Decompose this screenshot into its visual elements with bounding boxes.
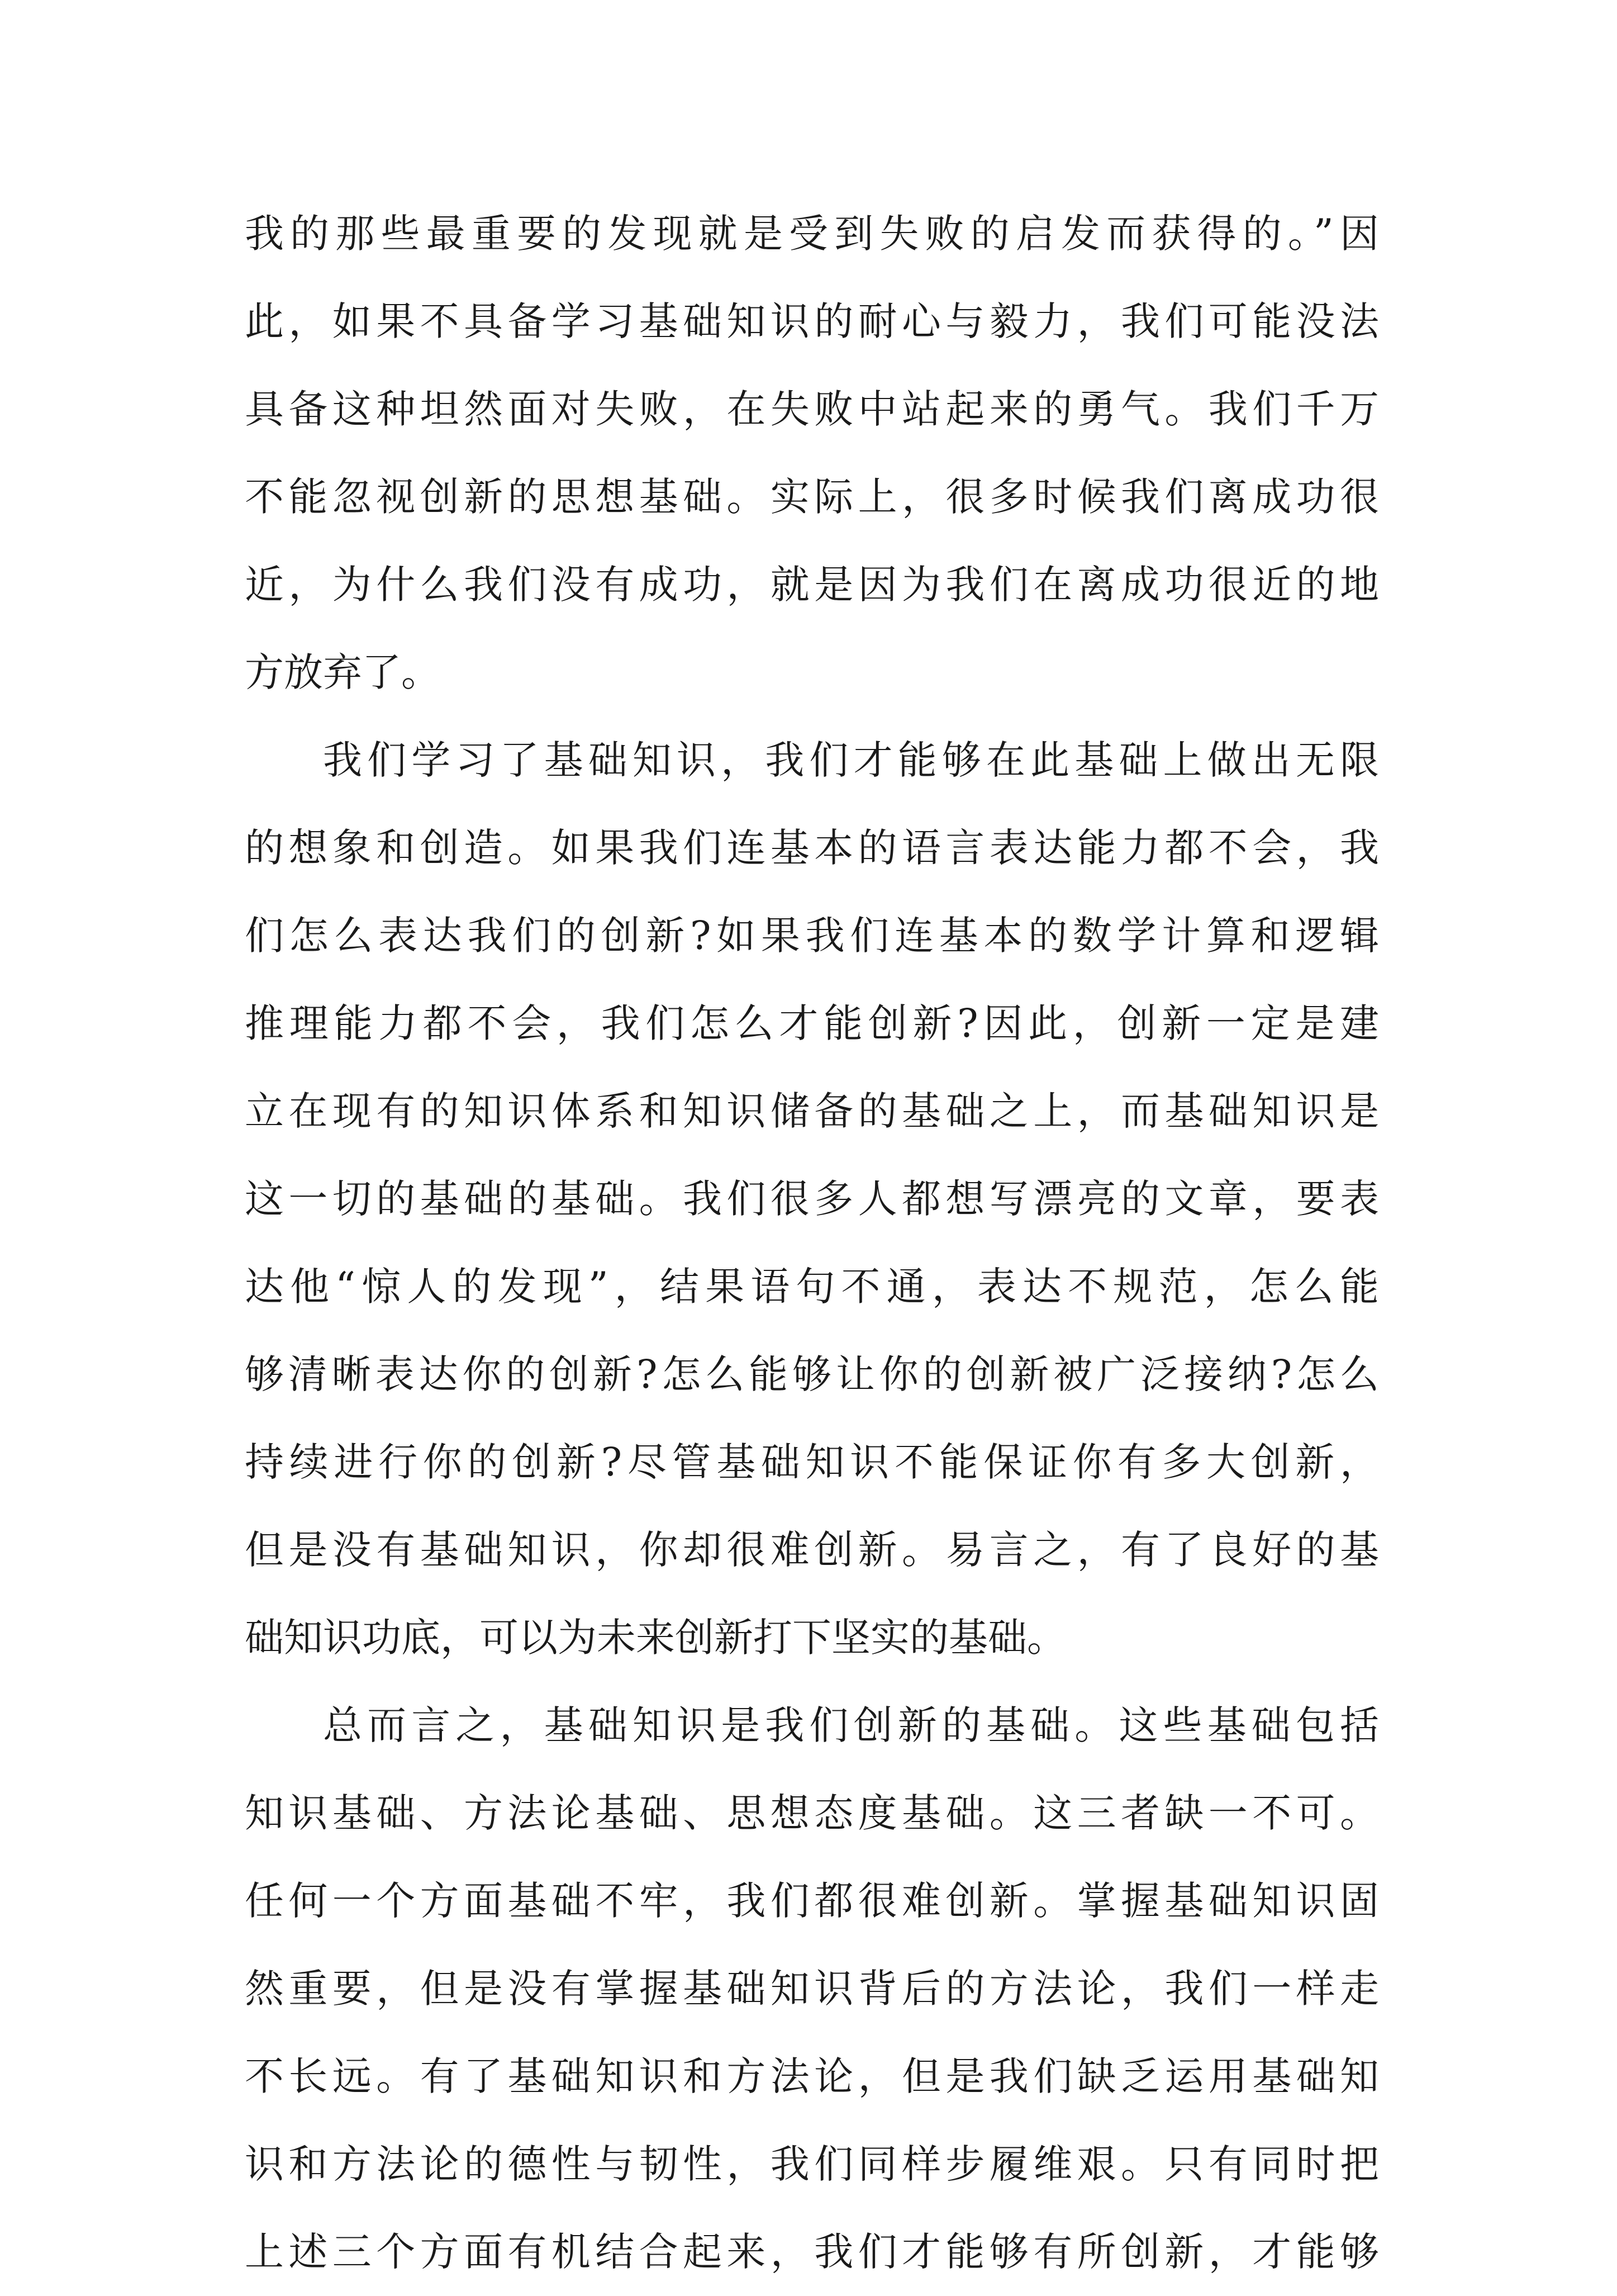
- text-line: 但是没有基础知识，你却很难创新。易言之，有了良好的基: [245, 1527, 1379, 1573]
- text-line: 达他“惊人的发现”，结果语句不通，表达不规范，怎么能: [245, 1264, 1379, 1310]
- text-line: 够清晰表达你的创新?怎么能够让你的创新被广泛接纳?怎么: [245, 1351, 1379, 1397]
- text-line: 这一切的基础的基础。我们很多人都想写漂亮的文章，要表: [245, 1176, 1379, 1222]
- text-line: 识和方法论的德性与韧性，我们同样步履维艰。只有同时把: [245, 2141, 1379, 2187]
- text-line: 近，为什么我们没有成功，就是因为我们在离成功很近的地: [245, 562, 1379, 608]
- paragraph-3: [245, 1682, 1379, 2296]
- text-line: 推理能力都不会，我们怎么才能创新?因此，创新一定是建: [245, 1000, 1379, 1046]
- text-line: 我们学习了基础知识，我们才能够在此基础上做出无限: [323, 737, 1379, 783]
- text-line: 的想象和创造。如果我们连基本的语言表达能力都不会，我: [245, 825, 1379, 871]
- text-line: 我的那些最重要的发现就是受到失败的启发而获得的。”因: [245, 211, 1379, 257]
- text-line: 立在现有的知识体系和知识储备的基础之上，而基础知识是: [245, 1088, 1379, 1134]
- text-line: 然重要，但是没有掌握基础知识背后的方法论，我们一样走: [245, 1966, 1379, 2012]
- text-line: 此，如果不具备学习基础知识的耐心与毅力，我们可能没法: [245, 298, 1379, 344]
- text-line: 具备这种坦然面对失败，在失败中站起来的勇气。我们千万: [245, 386, 1379, 432]
- paragraph-2: [245, 717, 1379, 1682]
- text-line: 上述三个方面有机结合起来，我们才能够有所创新，才能够: [245, 2229, 1379, 2275]
- text-line: 知识基础、方法论基础、思想态度基础。这三者缺一不可。: [245, 1790, 1379, 1836]
- text-line: 们怎么表达我们的创新?如果我们连基本的数学计算和逻辑: [245, 913, 1379, 959]
- paragraph-1: [245, 190, 1379, 717]
- text-line: 不长远。有了基础知识和方法论，但是我们缺乏运用基础知: [245, 2053, 1379, 2099]
- document-body: [245, 190, 1379, 2296]
- text-line: 不能忽视创新的思想基础。实际上，很多时候我们离成功很: [245, 474, 1379, 520]
- text-line: 任何一个方面基础不牢，我们都很难创新。掌握基础知识固: [245, 1878, 1379, 1924]
- text-line: 持续进行你的创新?尽管基础知识不能保证你有多大创新，: [245, 1439, 1379, 1485]
- text-line: 总而言之，基础知识是我们创新的基础。这些基础包括: [323, 1702, 1379, 1748]
- text-line: 础知识功底，可以为未来创新打下坚实的基础。: [245, 1615, 1066, 1661]
- text-line: 方放弃了。: [245, 649, 440, 695]
